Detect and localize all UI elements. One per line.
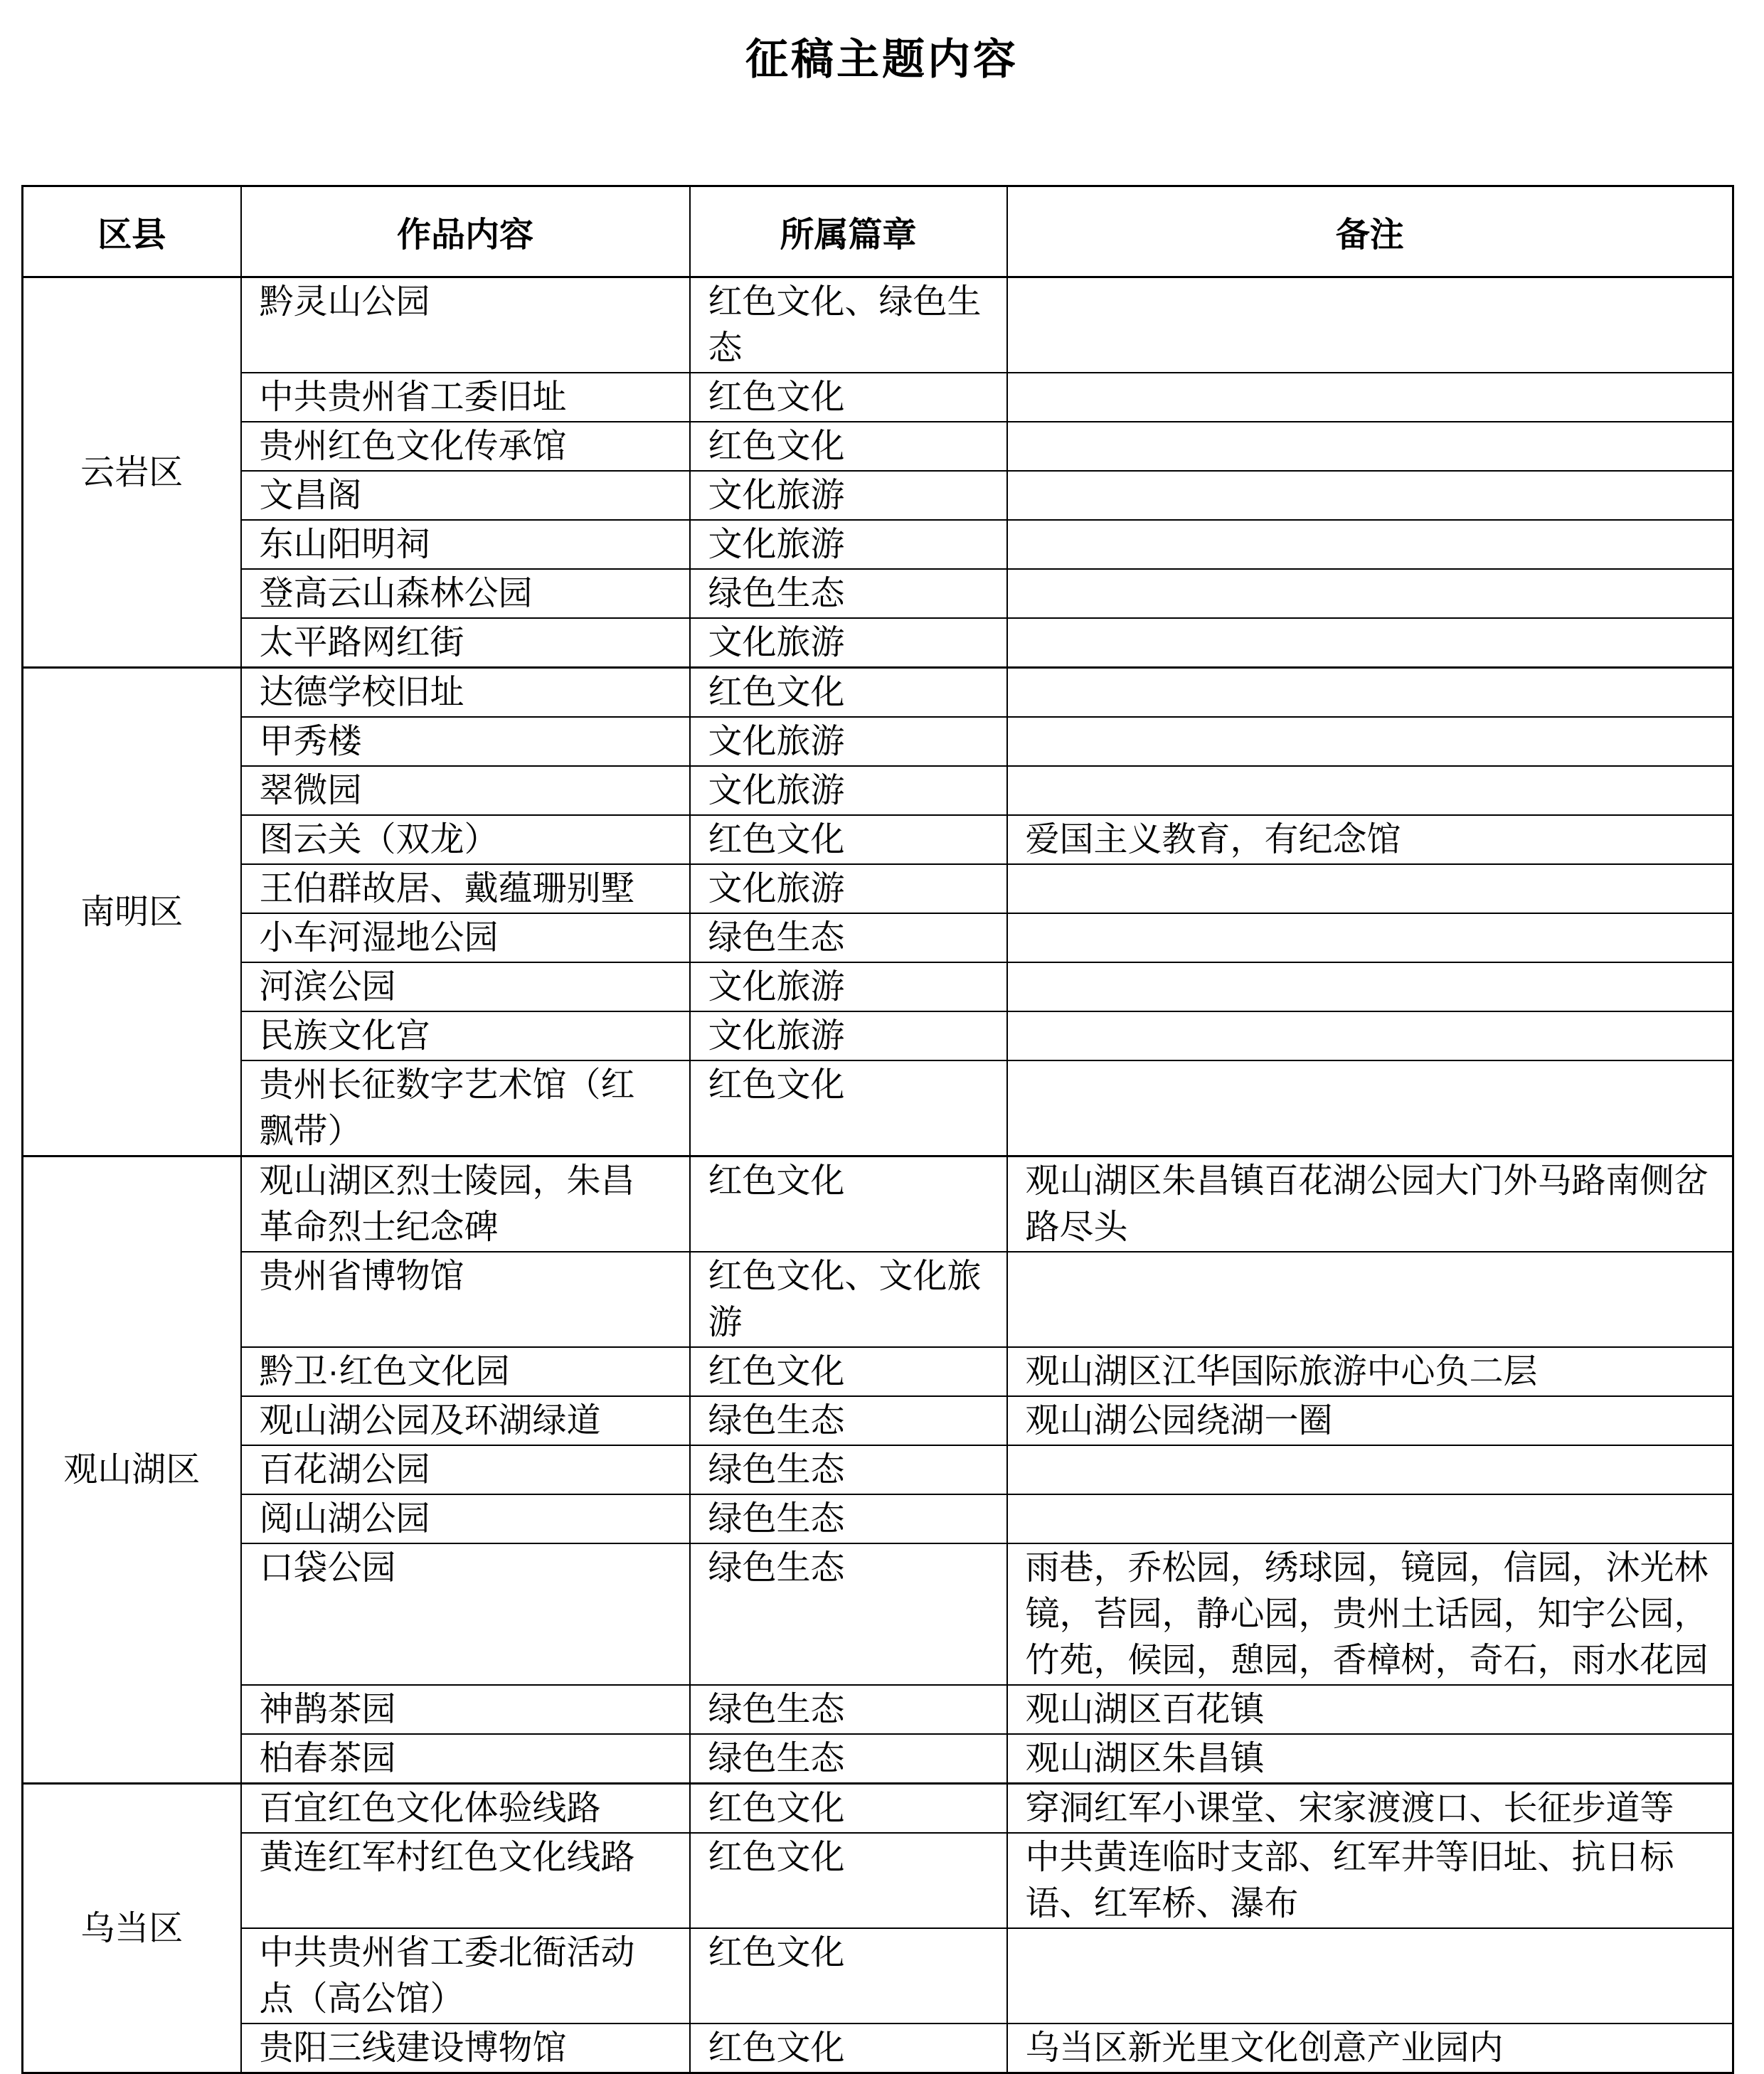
chapter-cell: 文化旅游 — [690, 766, 1007, 815]
work-content-cell: 王伯群故居、戴蕴珊别墅 — [241, 864, 690, 913]
work-content-cell: 百宜红色文化体验线路 — [241, 1784, 690, 1834]
note-cell: 观山湖区百花镇 — [1007, 1685, 1733, 1734]
table-row — [23, 422, 1733, 471]
note-cell — [1007, 422, 1733, 471]
work-content-cell: 民族文化宫 — [241, 1011, 690, 1060]
chapter-cell: 绿色生态 — [690, 1734, 1007, 1784]
chapter-cell: 红色文化 — [690, 1347, 1007, 1396]
chapter-cell: 红色文化 — [690, 1060, 1007, 1156]
submission-theme-table — [21, 185, 1734, 2074]
work-content-cell: 中共贵州省工委北衙活动点（高公馆） — [241, 1928, 690, 2024]
work-content-cell: 黔灵山公园 — [241, 277, 690, 373]
work-content-cell: 登高云山森林公园 — [241, 569, 690, 618]
table-row — [23, 962, 1733, 1011]
work-content-cell: 观山湖区烈士陵园，朱昌革命烈士纪念碑 — [241, 1156, 690, 1253]
note-cell — [1007, 1928, 1733, 2024]
note-cell — [1007, 1252, 1733, 1347]
chapter-cell: 文化旅游 — [690, 618, 1007, 668]
work-content-cell: 甲秀楼 — [241, 717, 690, 766]
table-row — [23, 618, 1733, 668]
note-cell — [1007, 1494, 1733, 1543]
table-row — [23, 1445, 1733, 1494]
chapter-cell: 文化旅游 — [690, 520, 1007, 569]
chapter-cell: 红色文化 — [690, 668, 1007, 718]
table-row — [23, 1060, 1733, 1156]
table-row — [23, 1396, 1733, 1445]
chapter-cell: 文化旅游 — [690, 717, 1007, 766]
work-content-cell: 神鹊茶园 — [241, 1685, 690, 1734]
note-cell: 穿洞红军小课堂、宋家渡渡口、长征步道等 — [1007, 1784, 1733, 1834]
note-cell — [1007, 471, 1733, 520]
work-content-cell: 文昌阁 — [241, 471, 690, 520]
chapter-cell: 红色文化、文化旅游 — [690, 1252, 1007, 1347]
table-row — [23, 1928, 1733, 2024]
table-row — [23, 373, 1733, 422]
note-cell: 中共黄连临时支部、红军井等旧址、抗日标语、红军桥、瀑布 — [1007, 1833, 1733, 1928]
note-cell — [1007, 277, 1733, 373]
table-row — [23, 668, 1733, 718]
work-content-cell: 小车河湿地公园 — [241, 913, 690, 962]
work-content-cell: 观山湖公园及环湖绿道 — [241, 1396, 690, 1445]
chapter-cell: 绿色生态 — [690, 569, 1007, 618]
header-row — [23, 186, 1733, 277]
table-row — [23, 1494, 1733, 1543]
note-cell: 观山湖区朱昌镇百花湖公园大门外马路南侧岔路尽头 — [1007, 1156, 1733, 1253]
work-content-cell: 黄连红军村红色文化线路 — [241, 1833, 690, 1928]
table-row — [23, 913, 1733, 962]
note-cell — [1007, 962, 1733, 1011]
chapter-cell: 红色文化、绿色生态 — [690, 277, 1007, 373]
header-district: 区县 — [23, 186, 241, 277]
note-cell: 乌当区新光里文化创意产业园内 — [1007, 2024, 1733, 2073]
note-cell — [1007, 1060, 1733, 1156]
note-cell — [1007, 913, 1733, 962]
work-content-cell: 东山阳明祠 — [241, 520, 690, 569]
district-cell: 观山湖区 — [23, 1156, 241, 1784]
table-row — [23, 1685, 1733, 1734]
note-cell: 观山湖区朱昌镇 — [1007, 1734, 1733, 1784]
chapter-cell: 红色文化 — [690, 373, 1007, 422]
note-cell — [1007, 668, 1733, 718]
chapter-cell: 文化旅游 — [690, 1011, 1007, 1060]
chapter-cell: 文化旅游 — [690, 471, 1007, 520]
table-row — [23, 2024, 1733, 2073]
table-row — [23, 1011, 1733, 1060]
table-row — [23, 815, 1733, 864]
chapter-cell: 绿色生态 — [690, 1445, 1007, 1494]
table-row — [23, 1784, 1733, 1834]
chapter-cell: 红色文化 — [690, 2024, 1007, 2073]
work-content-cell: 百花湖公园 — [241, 1445, 690, 1494]
chapter-cell: 红色文化 — [690, 1156, 1007, 1253]
work-content-cell: 贵阳三线建设博物馆 — [241, 2024, 690, 2073]
work-content-cell: 太平路网红街 — [241, 618, 690, 668]
table-row — [23, 277, 1733, 373]
chapter-cell: 红色文化 — [690, 1928, 1007, 2024]
note-cell — [1007, 766, 1733, 815]
note-cell — [1007, 1011, 1733, 1060]
chapter-cell: 红色文化 — [690, 1833, 1007, 1928]
table-row — [23, 520, 1733, 569]
chapter-cell: 红色文化 — [690, 422, 1007, 471]
note-cell: 观山湖区江华国际旅游中心负二层 — [1007, 1347, 1733, 1396]
chapter-cell: 文化旅游 — [690, 962, 1007, 1011]
note-cell — [1007, 373, 1733, 422]
chapter-cell: 绿色生态 — [690, 1494, 1007, 1543]
table-row — [23, 717, 1733, 766]
header-note: 备注 — [1007, 186, 1733, 277]
note-cell — [1007, 717, 1733, 766]
chapter-cell: 绿色生态 — [690, 1396, 1007, 1445]
page-title: 征稿主题内容 — [745, 36, 1019, 83]
table-row — [23, 1156, 1733, 1253]
district-cell: 南明区 — [23, 668, 241, 1156]
work-content-cell: 阅山湖公园 — [241, 1494, 690, 1543]
note-cell — [1007, 864, 1733, 913]
work-content-cell: 黔卫·红色文化园 — [241, 1347, 690, 1396]
table-row — [23, 471, 1733, 520]
chapter-cell: 文化旅游 — [690, 864, 1007, 913]
work-content-cell: 贵州省博物馆 — [241, 1252, 690, 1347]
chapter-cell: 绿色生态 — [690, 1685, 1007, 1734]
table-row — [23, 1734, 1733, 1784]
header-work-content: 作品内容 — [241, 186, 690, 277]
work-content-cell: 翠微园 — [241, 766, 690, 815]
table-row — [23, 1543, 1733, 1685]
district-cell: 乌当区 — [23, 1784, 241, 2073]
note-cell: 爱国主义教育，有纪念馆 — [1007, 815, 1733, 864]
chapter-cell: 绿色生态 — [690, 913, 1007, 962]
work-content-cell: 柏春茶园 — [241, 1734, 690, 1784]
work-content-cell: 达德学校旧址 — [241, 668, 690, 718]
chapter-cell: 绿色生态 — [690, 1543, 1007, 1685]
work-content-cell: 贵州红色文化传承馆 — [241, 422, 690, 471]
chapter-cell: 红色文化 — [690, 815, 1007, 864]
table-row — [23, 766, 1733, 815]
table-body — [23, 277, 1733, 2073]
table-row — [23, 1833, 1733, 1928]
note-cell — [1007, 618, 1733, 668]
chapter-cell: 红色文化 — [690, 1784, 1007, 1834]
note-cell — [1007, 569, 1733, 618]
work-content-cell: 河滨公园 — [241, 962, 690, 1011]
district-cell: 云岩区 — [23, 277, 241, 668]
table-row — [23, 864, 1733, 913]
table-row — [23, 569, 1733, 618]
work-content-cell: 贵州长征数字艺术馆（红飘带） — [241, 1060, 690, 1156]
table-row — [23, 1252, 1733, 1347]
note-cell: 雨巷，乔松园，绣球园，镜园，信园，沐光林镜，苔园，静心园，贵州土话园，知宇公园，竹苑，候园，憩园，香樟树，奇石，雨水花园 — [1007, 1543, 1733, 1685]
table-row — [23, 1347, 1733, 1396]
work-content-cell: 中共贵州省工委旧址 — [241, 373, 690, 422]
header-chapter: 所属篇章 — [690, 186, 1007, 277]
note-cell — [1007, 1445, 1733, 1494]
note-cell: 观山湖公园绕湖一圈 — [1007, 1396, 1733, 1445]
work-content-cell: 口袋公园 — [241, 1543, 690, 1685]
work-content-cell: 图云关（双龙） — [241, 815, 690, 864]
note-cell — [1007, 520, 1733, 569]
